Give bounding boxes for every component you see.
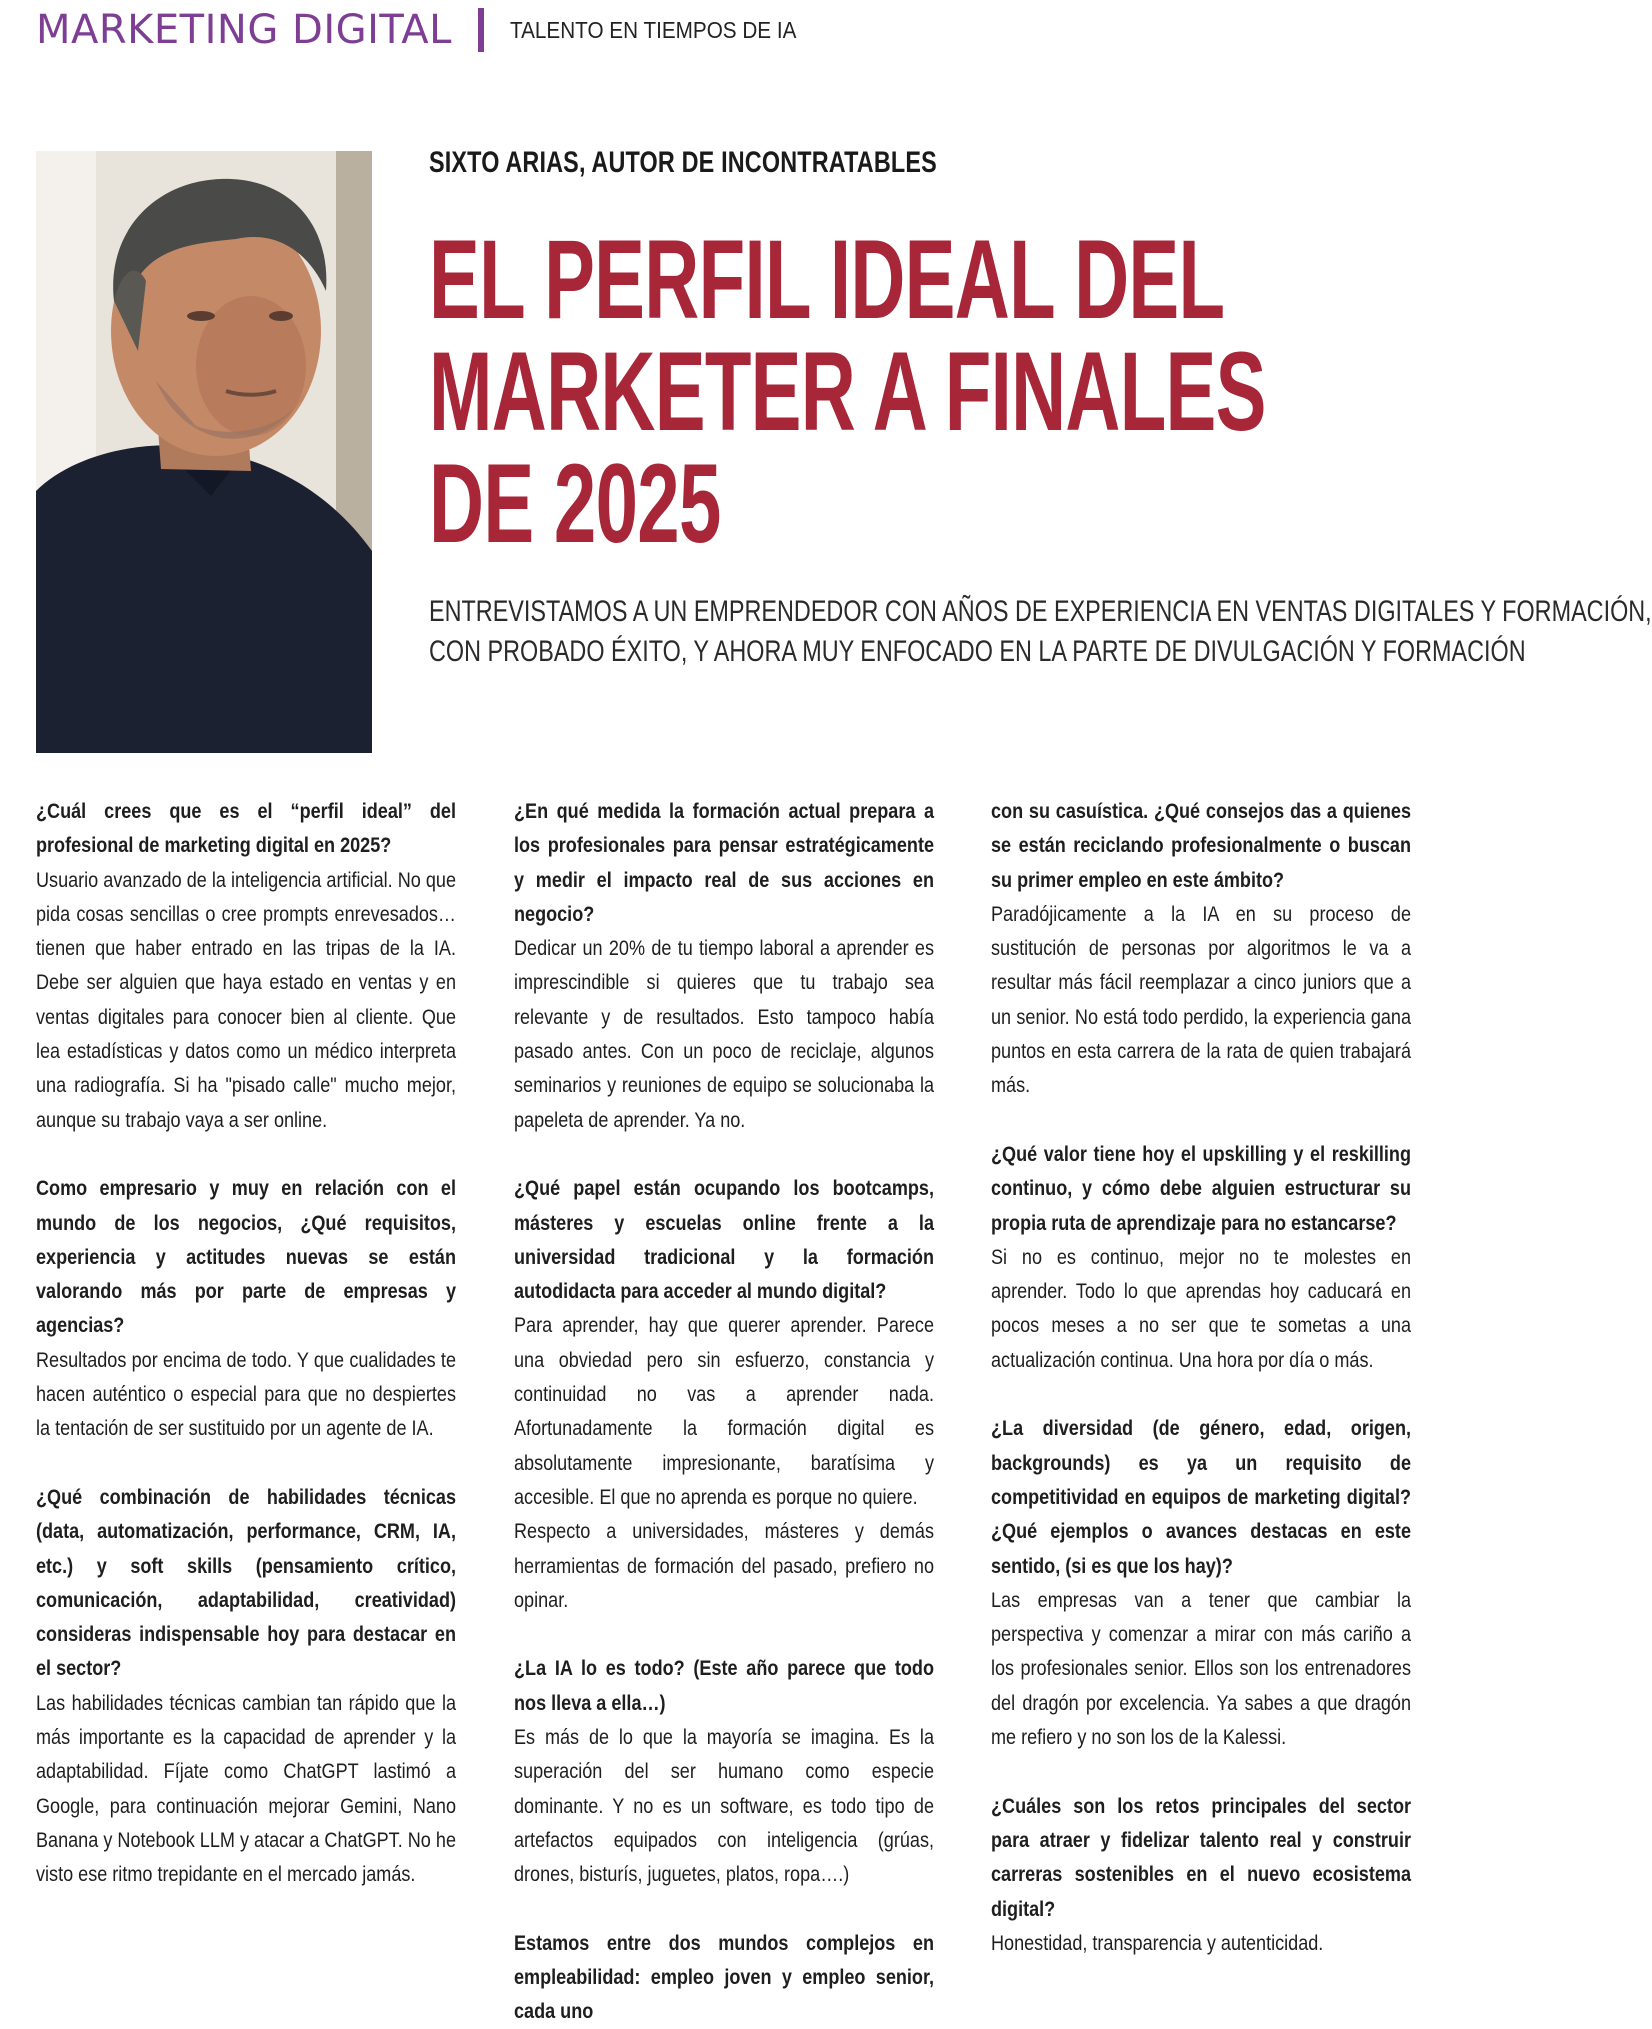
interview-question: ¿Cuáles son los retos principales del sector para atraer y fidelizar talento real y construir carreras sostenibles en el nuevo ecosistema digital?: [991, 1793, 1411, 1921]
section-subtitle: TALENTO EN TIEMPOS DE IA: [509, 16, 797, 43]
paragraph-gap: [991, 1377, 1411, 1411]
interview-question: ¿Qué papel están ocupando los bootcamps, másteres y escuelas online frente a la universidad tradicional y la formación autodidacta para acceder al mundo digital?: [514, 1176, 934, 1304]
headline-line: EL PERFIL IDEAL DEL: [429, 217, 1225, 342]
interview-question: ¿Qué combinación de habilidades técnicas (data, automatización, performance, CRM, IA, etc.) y soft skills (pensamiento crítico, comunicación, adaptabilidad, creatividad) consideras indispensable hoy para destacar en el sector?: [36, 1484, 456, 1681]
text-column-1: [36, 794, 456, 1892]
interview-answer: Las empresas van a tener que cambiar la perspectiva y comenzar a mirar con más cariño a los profesionales senior. Ellos son los entrenadores del dragón por excelencia. Ya sabes a que dragón me refiero y no son los de la Kalessi.: [991, 1587, 1411, 1750]
interview-question: ¿La diversidad (de género, edad, origen, backgrounds) es ya un requisito de competitividad en equipos de marketing digital? ¿Qué ejemplos o avances destacas en este sentido, (si es que los hay)?: [991, 1416, 1411, 1578]
paragraph-gap: [36, 1137, 456, 1171]
paragraph-gap: [514, 1617, 934, 1651]
deck-line: ENTREVISTAMOS A UN EMPRENDEDOR CON AÑOS DE EXPERIENCIA EN VENTAS DIGITALES Y FORMACIÓN,: [429, 595, 1652, 628]
interview-question: ¿La IA lo es todo? (Este año parece que todo nos lleva a ella…): [514, 1656, 934, 1715]
headline-line: DE 2025: [429, 441, 721, 566]
text-column-3: [991, 794, 1411, 1960]
headline-line: MARKETER A FINALES: [429, 329, 1266, 454]
interview-answer: Es más de lo que la mayoría se imagina. Es la superación del ser humano como especie dominante. Y no es un software, es todo tipo de artefactos equipados con inteligencia (grúas, drones, bisturís, juguetes, platos, ropa….): [514, 1725, 934, 1887]
interview-answer: Dedicar un 20% de tu tiempo laboral a aprender es imprescindible si quieres que tu trabajo sea relevante y de resultados. Esto tampoco había pasado antes. Con un poco de reciclaje, algunos seminarios y reuniones de equipo se solucionaba la papeleta de aprender. Ya no.: [514, 936, 934, 1132]
author-photo: [36, 151, 372, 753]
interview-answer: Si no es continuo, mejor no te molestes en aprender. Todo lo que aprendas hoy caducará en pocos meses a no ser que te sometas a una actualización continua. Una hora por día o más.: [991, 1244, 1411, 1372]
interview-question: Estamos entre dos mundos complejos en empleabilidad: empleo joven y empleo senior, cada uno: [514, 1930, 934, 2024]
author-line: SIXTO ARIAS, AUTOR DE INCONTRATABLES: [429, 146, 937, 179]
header-divider: [478, 8, 484, 52]
interview-question: Como empresario y muy en relación con el mundo de los negocios, ¿Qué requisitos, experiencia y actitudes nuevas se están valorando más por parte de empresas y agencias?: [36, 1176, 456, 1338]
interview-answer: Honestidad, transparencia y autenticidad.: [991, 1930, 1324, 1955]
section-header: [36, 4, 828, 56]
interview-question: ¿Cuál crees que es el “perfil ideal” del profesional de marketing digital en 2025?: [36, 799, 456, 858]
headline: [429, 217, 1266, 566]
interview-answer: Las habilidades técnicas cambian tan rápido que la más importante es la capacidad de aprender y la adaptabilidad. Fíjate como ChatGPT lastimó a Google, para continuación mejorar Gemini, Nano Banana y Notebook LLM y atacar a ChatGPT. No he visto ese ritmo trepidante en el mercado jamás.: [36, 1690, 456, 1887]
paragraph-gap: [514, 1892, 934, 1926]
paragraph-gap: [514, 1137, 934, 1171]
interview-answer: Respecto a universidades, másteres y demás herramientas de formación del pasado, prefiero no opinar.: [514, 1519, 934, 1612]
interview-answer: Paradójicamente a la IA en su proceso de sustitución de personas por algoritmos le va a resultar más fácil reemplazar a cinco juniors que a un senior. No está todo perdido, la experiencia gana puntos en esta carrera de la rata de quien trabajará más.: [991, 901, 1411, 1098]
interview-question: con su casuística. ¿Qué consejos das a quienes se están reciclando profesionalmente o buscan su primer empleo en este ámbito?: [991, 799, 1411, 892]
interview-question: ¿Qué valor tiene hoy el upskilling y el reskilling continuo, y cómo debe alguien estructurar su propia ruta de aprendizaje para no estancarse?: [991, 1141, 1411, 1235]
text-column-2: [514, 794, 934, 2029]
deck-line: CON PROBADO ÉXITO, Y AHORA MUY ENFOCADO EN LA PARTE DE DIVULGACIÓN Y FORMACIÓN: [429, 635, 1526, 668]
interview-answer: Resultados por encima de todo. Y que cualidades te hacen auténtico o especial para que no despiertes la tentación de ser sustituido por un agente de IA.: [36, 1347, 456, 1441]
article-deck: [429, 592, 1652, 672]
section-title: MARKETING DIGITAL: [36, 7, 452, 53]
paragraph-gap: [991, 1103, 1411, 1137]
interview-answer: Para aprender, hay que querer aprender. Parece una obviedad pero sin esfuerzo, constancia y continuidad no vas a aprender nada. Afortunadamente la formación digital es absolutamente impresionante, baratísima y accesible. El que no aprenda es porque no quiere.: [514, 1313, 934, 1509]
paragraph-gap: [36, 1446, 456, 1480]
paragraph-gap: [991, 1754, 1411, 1788]
interview-question: ¿En qué medida la formación actual prepara a los profesionales para pensar estratégicamente y medir el impacto real de sus acciones en negocio?: [514, 799, 934, 926]
interview-answer: Usuario avanzado de la inteligencia artificial. No que pida cosas sencillas o cree prompts enrevesados… tienen que haber entrado en las tripas de la IA. Debe ser alguien que haya estado en ventas y en ventas digitales para conocer bien al cliente. Que lea estadísticas y datos como un médico interpreta una radiografía. Si ha "pisado calle" mucho mejor, aunque su trabajo vaya a ser online.: [36, 867, 456, 1132]
